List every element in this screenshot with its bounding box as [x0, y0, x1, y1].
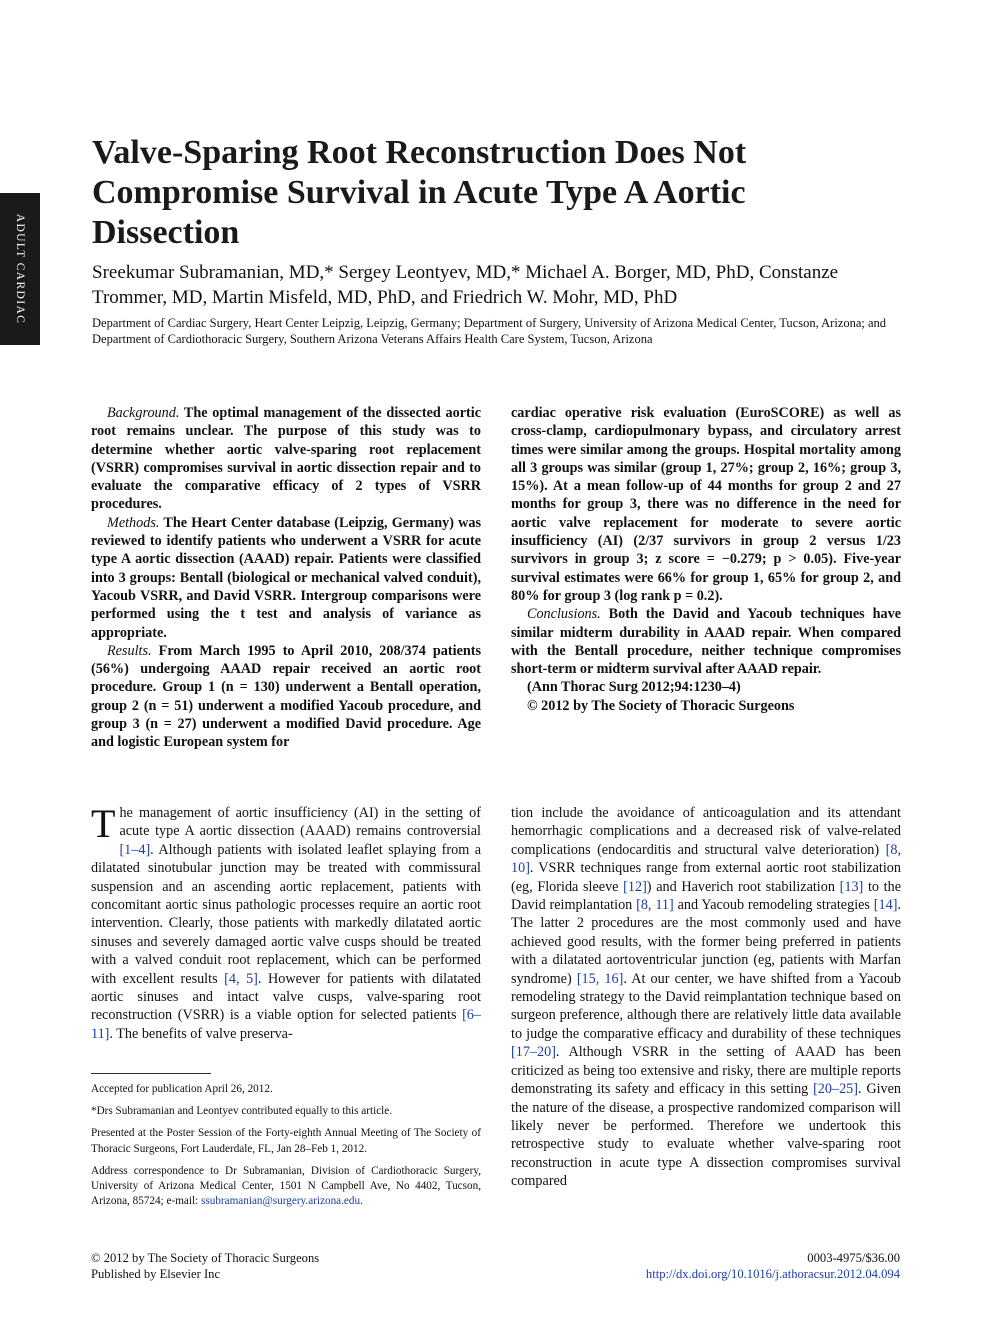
body-text: tion include the avoidance of anticoagulation and its attendant hemorrhagic complications and a decreased risk of valve-related complications (endocarditis and structural valve deterioration) — [511, 805, 901, 858]
drop-cap: T — [91, 801, 116, 846]
conclusions-heading: Conclusions. — [527, 606, 601, 623]
abstract-right-column — [511, 404, 901, 715]
author-list: Sreekumar Subramanian, MD,* Sergey Leontyev, MD,* Michael A. Borger, MD, PhD, Constanze Trommer, MD, Martin Misfeld, MD, PhD, and Friedrich W. Mohr, MD, PhD — [92, 262, 839, 308]
reference-link[interactable]: [4, 5] — [224, 970, 258, 987]
body-text: . Although patients with isolated leaflet splaying from a dilatated sinotubular junction may be treated with commissural suspension and an ascending aortic replacement, patients with concomitant aortic sinus pathologic processes require an aortic root intervention. Clearly, those patients with markedly dilatated aortic sinuses and severely damaged aortic valve cusps should be treated with a valved conduit root replacement, which can be performed with excellent results — [91, 841, 481, 987]
footnote-divider — [91, 1073, 211, 1074]
body-right-column — [511, 804, 901, 1191]
reference-link[interactable]: [14] — [873, 897, 898, 914]
email-link[interactable]: ssubramanian@surgery.arizona.edu — [200, 1195, 361, 1208]
abstract-conclusions — [511, 605, 901, 678]
body-text: ) and Haverich root stabilization — [646, 878, 840, 895]
abstract-methods — [91, 514, 481, 642]
body-text: . However for patients with dilatated aortic sinuses and intact valve cusps, valve-sparing root reconstruction (VSRR) is a viable option for selected patients — [91, 970, 481, 1024]
intro-paragraph-continued — [511, 804, 901, 1191]
footnote-address — [91, 1164, 481, 1210]
footer-issn: 0003-4975/$36.00 — [807, 1251, 900, 1265]
body-text: . Given the nature of the disease, a prospective randomized comparison will likely never be performed. Therefore we undertook this retrospective study to evaluate whether valve-sparing root reconstruction in acute type A dissection compromises survival compared — [511, 1081, 901, 1190]
results-heading: Results. — [107, 642, 152, 659]
footnotes — [91, 1082, 481, 1216]
abstract-results — [91, 642, 481, 752]
footnote-accepted: Accepted for publication April 26, 2012. — [91, 1083, 273, 1095]
methods-heading: Methods. — [107, 514, 160, 531]
intro-paragraph — [91, 801, 481, 1043]
footer-copyright: © 2012 by The Society of Thoracic Surgeons — [91, 1251, 320, 1265]
body-text: . The benefits of valve preserva- — [109, 1025, 293, 1042]
body-text: . The latter 2 procedures are the most commonly used and have achieved good results, with the former being preferred in patients with a dilatated aortoventricular junction (eg, patients with Marfan syndrome) — [511, 897, 901, 987]
section-tab-label: ADULT CARDIAC — [14, 213, 26, 325]
journal-citation: (Ann Thorac Surg 2012;94:1230–4) — [527, 679, 741, 696]
body-text: . At our center, we have shifted from a Yacoub remodeling strategy to the David reimplantation technique based on surgeon preference, although there are relatively little data available to judge the comparative efficacy and durability of these techniques — [511, 970, 901, 1042]
methods-text: The Heart Center database (Leipzig, Germany) was reviewed to identify patients who underwent a VSRR for acute type A aortic dissection (AAAD) repair. Patients were classified into 3 groups: Bentall (biological or mechanical valved conduit), Yacoub VSRR, and David VSRR. Intergroup comparisons were performed using the t test and analysis of variance as appropriate. — [91, 514, 481, 641]
section-tab — [0, 193, 40, 345]
reference-link[interactable]: [20–25] — [813, 1081, 858, 1098]
reference-link[interactable]: [1–4] — [119, 841, 151, 858]
footer-right — [646, 1251, 900, 1282]
body-text: to the David reimplantation — [511, 878, 902, 914]
abstract-background — [91, 404, 481, 514]
doi-link[interactable]: http://dx.doi.org/10.1016/j.athoracsur.2012.04.094 — [645, 1266, 900, 1281]
footer-publisher: Published by Elsevier Inc — [91, 1266, 221, 1281]
affiliations: Department of Cardiac Surgery, Heart Center Leipzig, Leipzig, Germany; Department of Surgery, University of Arizona Medical Center, Tucson, Arizona; and Department of Cardiothoracic Surgery, Southern Arizona Veterans Affairs Health Care System, Tucson, Arizona — [92, 316, 887, 346]
background-heading: Background. — [107, 405, 180, 421]
reference-link[interactable]: [17–20] — [511, 1044, 556, 1061]
reference-link[interactable]: [15, 16] — [576, 970, 624, 987]
background-text: The optimal management of the dissected aortic root remains unclear. The purpose of this study was to determine whether aortic valve-sparing root replacement (VSRR) compromises survival in aortic dissection repair and to evaluate the comparative efficacy of 2 types of VSRR procedures. — [91, 405, 481, 513]
abstract-left-column — [91, 404, 481, 752]
abstract-copyright: © 2012 by The Society of Thoracic Surgeons — [527, 697, 795, 714]
reference-link[interactable]: [8, 11] — [636, 897, 674, 914]
abstract-results-continued: cardiac operative risk evaluation (EuroSCORE) as well as cross-clamp, cardiopulmonary bypass, and circulatory arrest times were similar among the groups. Hospital mortality among all 3 groups was similar (group 1, 27%; group 2, 16%; group 3, 15%). At a mean follow-up of 44 months for group 2 and 27 months for group 3, there was no difference in the need for aortic valve replacement for moderate to severe aortic insufficiency (AI) (2/37 survivors in group 2 versus 1/23 survivors in group 3; z score = −0.279; p > 0.05). Five-year survival estimates were 66% for group 1, 65% for group 2, and 80% for group 3 (log rank p = 0.2). — [511, 405, 901, 604]
reference-link[interactable]: [6–11] — [91, 1007, 481, 1042]
body-text: and Yacoub remodeling strategies — [673, 897, 874, 914]
footnote-equal-contribution: *Drs Subramanian and Leontyev contributed equally to this article. — [91, 1105, 393, 1118]
reference-link[interactable]: [8, 10] — [511, 841, 901, 877]
body-left-column — [91, 801, 481, 1043]
address-end: . — [360, 1195, 363, 1208]
body-text: he management of aortic insufficiency (AI) in the setting of acute type A aortic dissection (AAAD) remains controversial — [119, 805, 481, 840]
article-title: Valve-Sparing Root Reconstruction Does Not Compromise Survival in Acute Type A Aortic Dissection — [92, 134, 747, 251]
footer-left — [91, 1251, 319, 1282]
address-text: Address correspondence to Dr Subramanian, Division of Cardiothoracic Surgery, University of Arizona Medical Center, 1501 N Campbell Ave, No 4402, Tucson, Arizona, 85724; e-mail: — [91, 1164, 481, 1208]
results-text: From March 1995 to April 2010, 208/374 patients (56%) undergoing AAAD repair received an aortic root procedure. Group 1 (n = 130) underwent a Bentall operation, group 2 (n = 51) underwent a modified Yacoub procedure, and group 3 (n = 27) underwent a modified David procedure. Age and logistic European system for — [91, 642, 482, 751]
body-text: . Although VSRR in the setting of AAAD has been criticized as being too extensive and risky, there are multiple reports demonstrating its safety and efficacy in this setting — [511, 1044, 901, 1098]
reference-link[interactable]: [13] — [839, 878, 864, 895]
footnote-presented: Presented at the Poster Session of the Forty-eighth Annual Meeting of The Society of Thoracic Surgeons, Fort Lauderdale, FL, Jan 28–Feb 1, 2012. — [91, 1127, 481, 1155]
reference-link[interactable]: [12] — [623, 878, 647, 895]
body-text: . VSRR techniques range from external aortic root stabilization (eg, Florida sleeve — [511, 860, 901, 895]
conclusions-text: Both the David and Yacoub techniques have similar midterm durability in AAAD repair. When compared with the Bentall procedure, neither technique compromises short-term or midterm survival after AAAD repair. — [511, 606, 901, 678]
